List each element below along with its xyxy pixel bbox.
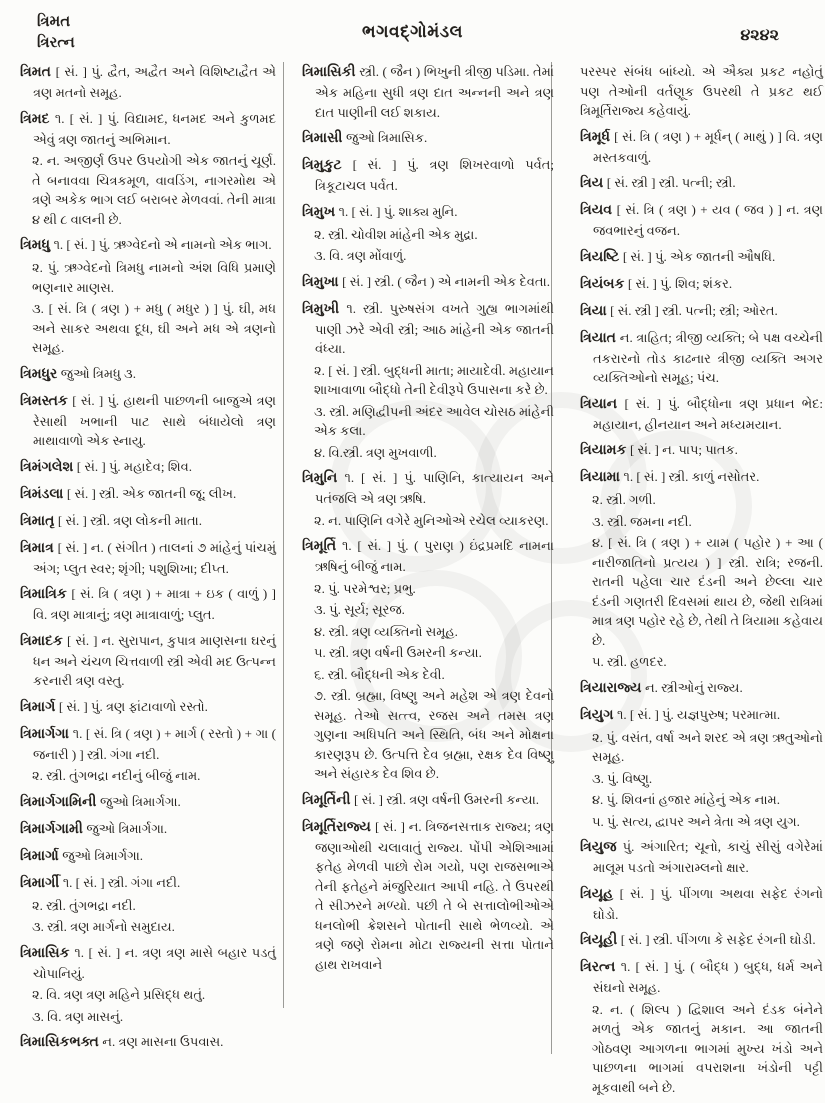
headword: ત્રિમુખી <box>302 301 347 317</box>
dictionary-entry <box>580 467 823 672</box>
dictionary-entry <box>20 943 276 1027</box>
headword: ત્રિયવ <box>580 203 617 218</box>
headword: ત્રિમાર્ગ <box>20 699 59 715</box>
entry-lead: ત્રિમુનિ ૧. [ સં. ] પું. પાણિનિ, કાત્યાયન અને પતંજલિ એ ત્રણ ઋષિ. <box>302 470 554 506</box>
entry-lead: ત્રિમાત્રિક [ સં. ત્રિ ( ત્રણ ) + માત્રા + ઇક ( વાળું ) ] વિ. ત્રણ માત્રાનું; ત્રણ માત્રાવાળું; પ્લુત. <box>20 586 277 622</box>
entry-sense: ૩. વિ. ત્રણ મોંવાળું. <box>314 248 407 263</box>
headword: ત્રિમાસી <box>302 131 346 146</box>
dictionary-entry <box>20 484 276 505</box>
entry-lead: ત્રિમસ્તક [ સં. ] પું. હાથની પાછળની બાજુએ ત્રણ રેસાથી ખભાની પાટ સાથે બંધાયેલો ત્રણ માથાવાળો એક સ્નાયુ. <box>20 392 276 448</box>
dictionary-entry <box>580 884 823 925</box>
headword: ત્રિમસ્તક <box>20 393 73 409</box>
entry-lead: ત્રિમાસિકભક્ત ન. ત્રણ માસના ઉપવાસ. <box>20 1034 224 1050</box>
headword: ત્રિમધુર <box>20 366 61 382</box>
headword: ત્રિમાર્ગગા <box>20 726 73 742</box>
dictionary-entry <box>302 202 554 266</box>
dictionary-entry <box>580 930 823 951</box>
entry-sense: ૨. ન. પાણિનિ વગેરે મુનિઓએ રચેલ વ્યાકરણ. <box>314 512 549 528</box>
entry-lead: ત્રિયા [ સં. સ્ત્રી ] સ્ત્રી. પત્ની; સ્ત્રી; ઓરત. <box>580 302 778 319</box>
dictionary-entry <box>20 457 276 478</box>
entry-lead: ત્રિયૂહ [ સં. ] પું. પીંગળા અથવા સફેદ રંગનો ઘોડો. <box>580 885 823 922</box>
entry-lead: ત્રિમૂર્તિરાજ્ય [ સં. ] ન. ત્રિજનસત્તાક રાજ્ય; ત્રણ જણાઓથી ચલાવાતું રાજ્ય. પોંપી એશિઆમાં ફતેહ મેળવી પાછો રોમ ગયો, પણ રાજસભાએ તેની ફતેહને મંજુરિયાત આપી નહિ. તે ઉપરથી તે સીઝરને મળ્યો. પછી તે બે સત્તાલોભીઓએ ધનલોભી ક્રેશસને પોતાની સાથે ભેળવ્યો. એ ત્રણે જણે રોમના મોટા રાજ્યની સત્તા પોતાને હાથ રાખવાને <box>302 818 554 972</box>
dictionary-entry <box>20 235 276 358</box>
headword: ત્રિમાસિકી <box>302 65 360 80</box>
entry-lead: ત્રિયામા ૧. [ સં. ] સ્ત્રી. કાળું નસોતર. <box>580 469 760 485</box>
headword: ત્રિયુજ <box>580 840 623 855</box>
entry-lead: ત્રિમાર્ગી ૧. [ સં. ] સ્ત્રી. ગંગા નદી. <box>20 874 181 891</box>
dictionary-entry <box>302 272 554 293</box>
entry-sense: ૩. સ્ત્રી. જમના નદી. <box>592 513 692 529</box>
headword: ત્રિયુગ <box>580 707 617 723</box>
headword: ત્રિમુનિ <box>302 471 345 486</box>
dictionary-entry <box>20 819 276 840</box>
dictionary-entry <box>580 440 823 461</box>
dictionary-entry <box>20 1032 276 1053</box>
entry-sense: ૫. સ્ત્રી. ત્રણ વર્ષની ઉમરની કન્યા. <box>314 645 482 660</box>
headword: ત્રિમૂર્ધ <box>580 129 615 145</box>
entry-sense: ૨. [ સં. ] સ્ત્રી. બુદ્ધની માતા; માયાદેવી. મહાયાન શાખાવાળા બૌદ્ધો તેની દેવીરૂપે ઉપાસના કરે છે. <box>314 362 554 397</box>
headword: ત્રિમાત્રિક <box>20 587 72 602</box>
entry-sense: ૩. પું. સૂર્ય; સૂરજ. <box>314 602 405 617</box>
entry-lead: ત્રિયારાજ્ય ન. સ્ત્રીઓનું રાજ્ય. <box>580 679 743 696</box>
entry-lead: ત્રિમાર્ગ [ સં. ] પું. ત્રણ ફાંટાવાળો રસ્તો. <box>20 698 208 715</box>
dictionary-entry <box>20 631 276 691</box>
entry-sense: ૪. [ સં. ત્રિ ( ત્રણ ) + યામ ( પહોર ) + આ ( નારીજાતિનો પ્રત્યય ) ] સ્ત્રી. રાત્રિ; રજની. રાતની પહેલા ચાર દંડની અને છેલ્લા ચાર દંડની ગણતરી દિવસમાં થાય છે, જેથી રાત્રિમાં માત્ર ત્રણ પહોર રહે છે, તેથી તે ત્રિયામા કહેવાય છે. <box>592 535 824 648</box>
entry-lead: ત્રિયામક [ સં. ] ન. પાપ; પાતક. <box>580 442 738 458</box>
dictionary-entry <box>20 873 276 937</box>
dictionary-entry <box>20 62 276 103</box>
entry-lead: ત્રિમુખી ૧. સ્ત્રી. પુરુષસંગ વખતે ગુહ્ય ભાગમાંથી પાણી ઝરે એવી સ્ત્રી; આઠ માંહેની એક જાતની વંધ્યા. <box>302 300 555 356</box>
entry-lead: ત્રિયવ [ સં. ત્રિ ( ત્રણ ) + યવ ( જવ ) ] ન. ત્રણ જવભારનું વજન. <box>580 202 824 238</box>
headword: ત્રિયંબક <box>580 276 628 292</box>
entry-lead: ત્રિમુખ ૧. [ સં. ] પું. શાક્ય મુનિ. <box>302 203 458 220</box>
entry-lead: ત્રિમંગલેશ [ સં. ] પું. મહાદેવ; શિવ. <box>20 458 193 475</box>
headword: ત્રિયામા <box>580 470 624 485</box>
dictionary-entry <box>580 247 823 268</box>
headword: ત્રિમદ <box>20 111 55 127</box>
entry-sense: ૨. સ્ત્રી. તુંગભદ્રા નદીનું બીજું નામ. <box>32 768 201 783</box>
headword: ત્રિમુખા <box>302 274 343 290</box>
headword: ત્રિમાદક <box>20 633 68 649</box>
headword: ત્રિમાર્ગી <box>20 875 63 891</box>
headword: ત્રિમાર્ગગામી <box>20 821 87 837</box>
headword: ત્રિમુખ <box>302 204 339 220</box>
headword: ત્રિયાત <box>580 330 620 346</box>
entry-lead: ત્રિયાત ન. ત્રાહિત; ત્રીજી વ્યક્તિ; બે પક્ષ વચ્ચેની તકરારનો તોડ કાઢનાર ત્રીજી વ્યક્તિ અગર વ્યક્તિઓનો સમૂહ; પંચ. <box>580 329 824 385</box>
dictionary-column-2 <box>302 62 554 1103</box>
entry-lead: ત્રિમધુર જુઓ ત્રિમધુ ૩. <box>20 365 136 382</box>
entry-lead: ત્રિમૂર્ધ [ સં. ત્રિ ( ત્રણ ) + મૂર્ધન્ ( માથું ) ] વિ. ત્રણ મસ્તકવાળું. <box>580 128 823 165</box>
headword: ત્રિયાન <box>580 396 625 412</box>
entry-lead: ત્રિમત [ સં. ] પું. દ્વૈત, અદ્વૈત અને વિશિષ્ટાદ્વૈત એ ત્રણ મતનો સમૂહ. <box>20 64 276 100</box>
dictionary-entry <box>580 957 823 1097</box>
entry-sense: ૭. સ્ત્રી. બ્રહ્મા, વિષ્ણુ અને મહેશ એ ત્રણ દેવનો સમૂહ. તેઓ સત્ત્વ, રજસ અને તમસ ત્રણ ગુણના અધિપતિ અને સ્થિતિ, બંધ અને મોક્ષના કારણરૂપ છે. ઉત્પત્તિ દેવ બ્રહ્મા, રક્ષક દેવ વિષ્ણુ અને સંહારક દેવ શિવ છે. <box>314 688 554 781</box>
dictionary-entry <box>302 817 554 975</box>
headword: ત્રિયૂહ <box>580 886 620 902</box>
headword: ત્રિમંગલેશ <box>20 459 77 475</box>
dictionary-entry <box>20 697 276 718</box>
dictionary-column-1 <box>20 62 276 1103</box>
dictionary-entry <box>580 705 823 832</box>
dictionary-entry <box>580 301 823 322</box>
entry-lead: ત્રિમંડલા [ સં. ] સ્ત્રી. એક જાતની જૂ; લીખ. <box>20 485 237 502</box>
entry-lead: ત્રિમાસી જુઓ ત્રિમાસિક. <box>302 130 428 146</box>
dictionary-entry <box>20 792 276 813</box>
dictionary-entry <box>20 391 276 451</box>
dictionary-entry <box>20 109 276 230</box>
dictionary-entry <box>20 364 276 385</box>
entry-sense: ૩. [ સં. ત્રિ ( ત્રણ ) + મધુ ( મધુર ) ] પું. ઘી, મધ અને સાકર અથવા દૂધ, ઘી અને મધ એ ત્રણનો સમૂહ. <box>32 301 276 355</box>
headword: ત્રિમાર્ગા <box>20 848 63 864</box>
headword: ત્રિમૂર્તિ <box>302 539 343 554</box>
dictionary-entry <box>302 468 554 530</box>
headword: ત્રિયૂહી <box>580 933 621 948</box>
entry-sense: ૨. પું. વસંત, વર્ષા અને શરદ એ ત્રણ ઋતુઓનો સમૂહ. <box>592 729 823 764</box>
headword: ત્રિમંડલા <box>20 486 67 502</box>
entry-sense: ૫. સ્ત્રી. હળદર. <box>592 654 667 669</box>
dictionary-entry <box>580 200 823 241</box>
headword: ત્રિયા <box>580 303 611 319</box>
headword: ત્રિયષ્ટિ <box>580 249 623 265</box>
entry-lead: ત્રિયંબક [ સં. ] પું. શિવ; શંકર. <box>580 275 733 292</box>
entry-sense: ૨. વિ. ત્રણ ત્રણ મહિને પ્રસિદ્ધ થતું. <box>32 987 206 1002</box>
entry-sense: ૩. સ્ત્રી. ત્રણ માર્ગનો સમુદાય. <box>32 919 175 934</box>
entry-sense: ૩. પું. વિષ્ણુ. <box>592 770 653 786</box>
headword: ત્રિમત <box>20 65 56 80</box>
headword: ત્રિમાસિકભક્ત <box>20 1035 103 1050</box>
dictionary-entry <box>580 678 823 699</box>
entry-sense: ૨. પું. પરમેશ્વર; પ્રભુ. <box>314 580 416 596</box>
dictionary-entry <box>580 173 823 194</box>
entry-continuation: પરસ્પર સંબંધ બાંધ્યો. એ ઐક્ય પ્રકટ નહોતું પણ તેઓની વર્તણૂક ઉપરથી તે પ્રકટ થઈ ત્રિમૂર્તિરાજ્ય કહેવાયું. <box>580 64 823 118</box>
dictionary-entry <box>580 328 823 388</box>
dictionary-entry <box>580 127 823 168</box>
dictionary-entry <box>20 538 276 579</box>
entry-lead: ત્રિમાર્ગગામિની જુઓ ત્રિમાર્ગગા. <box>20 793 181 810</box>
headword: ત્રિયામક <box>580 443 630 458</box>
dictionary-entry <box>302 62 554 122</box>
dictionary-entry <box>302 790 554 811</box>
entry-sense: ૩. વિ. ત્રણ માસનું. <box>32 1008 124 1024</box>
headword: ત્રિમાર્ગગામિની <box>20 794 100 810</box>
dictionary-entry <box>20 511 276 532</box>
dictionary-entry <box>302 536 554 784</box>
guide-word-bottom: ત્રિરત્ન <box>37 35 75 51</box>
dictionary-entry <box>302 128 554 149</box>
entry-lead: ત્રિયૂહી [ સં. ] સ્ત્રી. પીંગળા કે સફેદ રંગની ઘોડી. <box>580 932 816 948</box>
dictionary-entry <box>20 724 276 786</box>
headword: ત્રિમાત્ર <box>20 540 58 556</box>
entry-lead: ત્રિમાસિકી સ્ત્રી. ( જૈન ) ભિખુની ત્રીજી પડિમા. તેમાં એક મહિના સુધી ત્રણ દાત અન્નની અને ત્રણ દાત પાણીની લઈ શકાય. <box>302 64 554 120</box>
entry-lead: ત્રિમુકુટ [ સં. ] પું. ત્રણ શિખરવાળો પર્વત; ત્રિકૂટાચલ પર્વત. <box>302 157 554 193</box>
guide-word-top: ત્રિમત <box>37 14 71 30</box>
headword: ત્રિમાતૃ <box>20 513 58 529</box>
headword: ત્રિરત્ન <box>580 960 621 975</box>
entry-sense: ૨. સ્ત્રી. તુંગભદ્રા નદી. <box>32 897 136 913</box>
entry-sense: ૨. પું. ઋગ્વેદનો ત્રિમધુ નામનો અંશ વિધિ પ્રમાણે ભણનાર માણસ. <box>32 260 276 295</box>
entry-lead: ત્રિમાત્ર [ સં. ] ન. ( સંગીત ) તાલનાં ૭ માંહેનું પાંચમું અંગ; પ્લુત સ્વર; શૃંગી; પશુશિખા; દીપ્ત. <box>20 539 277 576</box>
entry-lead: ત્રિમદ ૧. [ સં. ] પું. વિદ્યામદ, ધનમદ અને કુળમદ એવું ત્રણ જાતનું અભિમાન. <box>20 110 277 147</box>
entry-lead: ત્રિમાર્ગગા ૧. [ સં. ત્રિ ( ત્રણ ) + માર્ગ ( રસ્તો ) + ગા ( જનારી ) ] સ્ત્રી. ગંગા નદી. <box>20 725 276 762</box>
dictionary-entry <box>580 62 823 121</box>
entry-sense: ૪. વિ.સ્ત્રી. ત્રણ મુખવાળી. <box>314 444 437 460</box>
entry-lead: ત્રિયુજ પું. અંગારિત; ચૂનો, કાચું સીસું વગેરેમાં માલૂમ પડતો અંગારામ્લનો ક્ષાર. <box>580 839 823 875</box>
dictionary-entry <box>20 584 276 625</box>
entry-lead: ત્રિમાર્ગગામી જુઓ ત્રિમાર્ગગા. <box>20 820 168 837</box>
entry-sense: ૬. સ્ત્રી. બૌદ્ધની એક દેવી. <box>314 666 445 682</box>
headword: ત્રિમધુ <box>20 238 54 253</box>
dictionary-entry <box>302 155 554 196</box>
entry-lead: ત્રિમુખા [ સં. ] સ્ત્રી. ( જૈન ) એ નામની એક દેવતા. <box>302 273 550 290</box>
entry-lead: ત્રિમાર્ગા જુઓ ત્રિમાર્ગગા. <box>20 847 144 864</box>
dictionary-entry <box>580 394 823 435</box>
dictionary-column-3 <box>580 62 823 1103</box>
entry-lead: ત્રિમૂર્તિની [ સં. ] સ્ત્રી. ત્રણ વર્ષની ઉમરની કન્યા. <box>302 791 540 808</box>
entry-lead: ત્રિરત્ન ૧. [ સં. ] પું. ( બૌદ્ધ ) બુદ્ધ, ધર્મ અને સંઘનો સમૂહ. <box>580 959 823 995</box>
entry-lead: ત્રિમધુ ૧. [ સં. ] પું. ઋગ્વેદનો એ નામનો એક ભાગ. <box>20 237 272 253</box>
entry-sense: ૨. સ્ત્રી. ગળી. <box>592 492 656 507</box>
headword: ત્રિમુકુટ <box>302 158 353 173</box>
entry-sense: ૪. પું. શિવનાં હજાર માંહેનું એક નામ. <box>592 792 780 807</box>
headword: ત્રિયારાજ્ય <box>580 680 645 696</box>
headword: ત્રિમૂર્તિની <box>302 792 355 808</box>
headword: ત્રિય <box>580 176 607 191</box>
entry-lead: ત્રિમૂર્તિ ૧. [ સં. ] પું. ( પુરાણ ) ઇંદ્રપ્રમદિ નામના ઋષિનું બીજું નામ. <box>302 538 554 574</box>
dictionary-entry <box>580 837 823 878</box>
dictionary-content <box>20 62 823 1103</box>
entry-lead: ત્રિમાદક [ સં. ] ન. સુરાપાન, કુપાત્ર માણસના ઘરનું ધન અને ચંચળ ચિત્તવાળી સ્ત્રી એવી મદ ઉત્પન્ન કરનારી ત્રણ વસ્તુ. <box>20 632 276 688</box>
entry-sense: ૩. સ્ત્રી. મણિદ્વીપની અંદર આવેલ ચોસઠ માંહેની એક કલા. <box>314 403 554 438</box>
dictionary-entry <box>580 274 823 295</box>
entry-sense: ૨. ન. અજીર્ણ ઉપર ઉપયોગી એક જાતનું ચૂર્ણ. તે બનાવવા ચિત્રકમૂળ, વાવડિંગ, નાગરમોથ એ ત્રણે અકેક ભાગ લઈ બરાબર મેળવવાં. તેની માત્રા ૪ થી ૮ વાલની છે. <box>32 153 276 227</box>
entry-lead: ત્રિયષ્ટિ [ સં. ] પું. એક જાતની ઔષધિ. <box>580 248 776 265</box>
entry-lead: ત્રિયાન [ સં. ] પું. બૌદ્ધોના ત્રણ પ્રધાન ભેદ: મહાયાન, હીનયાન અને મધ્યમયાન. <box>580 395 824 432</box>
entry-sense: ૫. પું. સત્ય, દ્વાપર અને ત્રેતા એ ત્રણ યુગ. <box>592 813 800 829</box>
headword: ત્રિમૂર્તિરાજ્ય <box>302 819 375 835</box>
entry-lead: ત્રિયુગ ૧. [ સં. ] પું. યજ્ઞપુરુષ; પરમાત્મા. <box>580 706 781 723</box>
entry-sense: ૨. ન. ( શિલ્પ ) દ્વિશાલ અને દંડક બંનેને મળતું એક જાતનું મકાન. આ જાતની ગોઠવણ આગળના ભાગમાં મુખ્ય ખંડો અને પાછળના ભાગમાં વપરાશના ખંડોની પટ્ટી મૂકવાથી બને છે. <box>592 1001 823 1095</box>
entry-lead: ત્રિમાતૃ [ સં. ] સ્ત્રી. ત્રણ લોકની માતા. <box>20 512 202 529</box>
dictionary-entry <box>20 846 276 867</box>
entry-lead: ત્રિય [ સં. સ્ત્રી ] સ્ત્રી. પત્ની; સ્ત્રી. <box>580 175 736 191</box>
entry-lead: ત્રિમાસિક ૧. [ સં. ] ન. ત્રણ ત્રણ માસે બહાર પડતું ચોપાનિયું. <box>20 944 276 981</box>
entry-sense: ૨. સ્ત્રી. ચોવીશ માંહેની એક મુદ્રા. <box>314 226 478 242</box>
headword: ત્રિમાસિક <box>20 945 75 961</box>
page-title: ભગવદ્ગોમંડલ <box>362 22 463 41</box>
dictionary-entry <box>302 299 554 463</box>
entry-sense: ૪. સ્ત્રી. ત્રણ વ્યક્તિનો સમૂહ. <box>314 623 458 639</box>
page-number: ૪૨૪૨ <box>740 27 779 44</box>
